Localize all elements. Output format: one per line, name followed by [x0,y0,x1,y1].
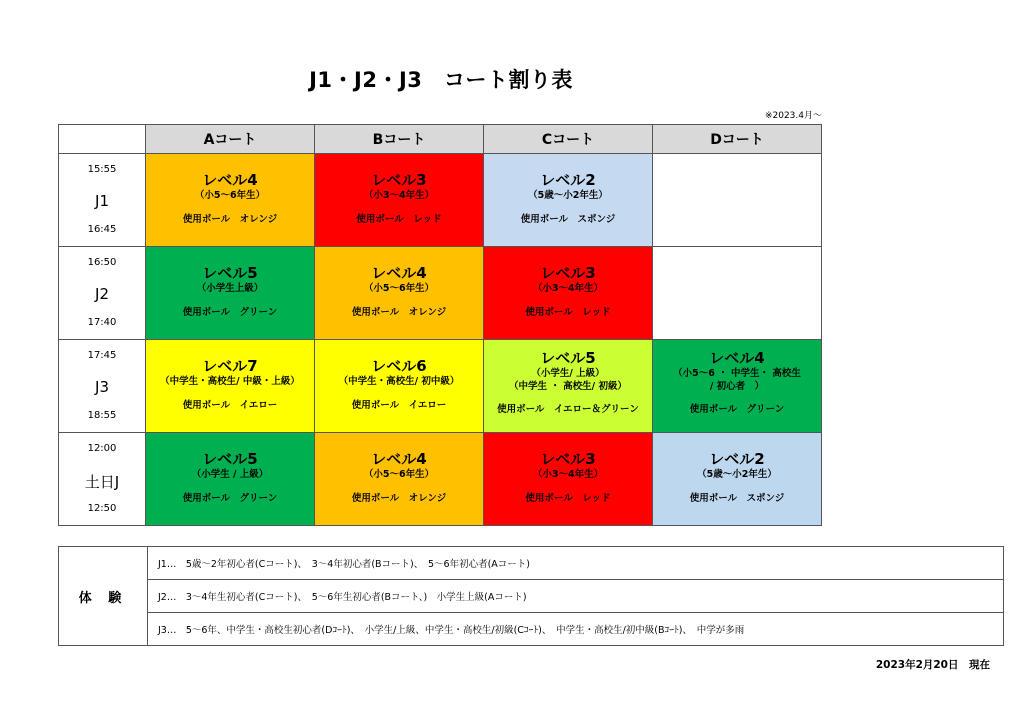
start-time: 12:00 [87,443,117,454]
header-row [59,125,822,154]
end-time: 12:50 [87,503,117,514]
level-label: レベル3 [540,450,596,468]
trial-line-j3: J3… 5～6年、中学生・高校生初心者(Dｺｰﾄ)、 小学生/上級、中学生・高校生/初級(Cｺｰﾄ)、 中学生・高校生/初中級(Bｺｰﾄ)、 中学が多雨 [148,613,1004,646]
page-title: J1・J2・J3 コート割り表 [309,68,573,92]
grade-label: （小学生上級） [196,283,264,294]
schedule-row-weekend [59,433,822,526]
court-cell [484,247,653,340]
trial-label: 体 験 [59,547,148,646]
grade-label: （小3～4年生） [532,469,604,480]
level-label: レベル5 [202,450,258,468]
period-note: ※2023.4月～ [764,111,822,121]
court-cell [653,433,822,526]
level-label: レベル6 [371,357,427,375]
court-cell [653,340,822,433]
schedule-row-j2 [59,247,822,340]
time-cell [59,433,146,526]
class-name: J1 [95,192,109,210]
ball-label: 使用ボール オレンジ [182,214,278,225]
grade-label: （小3～4年生） [532,283,604,294]
grade-label: （小学生/ 上級） （中学生 ・ 高校生/ 初級） [509,368,627,392]
court-cell-empty [653,154,822,247]
level-label: レベル2 [540,171,596,189]
level-label: レベル7 [202,357,258,375]
schedule-row-j3 [59,340,822,433]
ball-label: 使用ボール スポンジ [689,493,785,504]
level-label: レベル5 [540,349,596,367]
court-cell [484,340,653,433]
court-cell [315,433,484,526]
court-header-c: Cコート [484,125,653,154]
time-cell [59,340,146,433]
end-time: 17:40 [87,317,117,328]
trial-row [59,580,1004,613]
court-schedule-table [58,124,822,526]
grade-label: （小3～4年生） [363,190,435,201]
level-label: レベル3 [540,264,596,282]
as-of-date: 2023年2月20日 現在 [875,659,990,671]
start-time: 17:45 [87,350,117,361]
court-cell [146,247,315,340]
ball-label: 使用ボール グリーン [182,307,278,318]
schedule-row-j1 [59,154,822,247]
grade-label: （小5～6年生） [363,469,435,480]
court-header-d: Dコート [653,125,822,154]
ball-label: 使用ボール イエロー＆グリーン [497,404,639,415]
class-name: J3 [95,378,109,396]
start-time: 15:55 [87,164,117,175]
ball-label: 使用ボール レッド [525,493,611,504]
level-label: レベル4 [202,171,258,189]
trial-line-j2: J2… 3～4年生初心者(Cコート)、 5～6年生初心者(Bコート、) 小学生上級(Aコート) [148,580,1004,613]
end-time: 16:45 [87,224,117,235]
level-label: レベル3 [371,171,427,189]
level-label: レベル2 [709,450,765,468]
trial-row [59,547,1004,580]
ball-label: 使用ボール イエロー [351,400,447,411]
court-cell [146,433,315,526]
court-cell [146,340,315,433]
grade-label: （5歳～小2年生） [697,469,777,480]
level-label: レベル5 [202,264,258,282]
ball-label: 使用ボール イエロー [182,400,278,411]
court-header-a: Aコート [146,125,315,154]
time-cell [59,247,146,340]
court-cell-empty [653,247,822,340]
ball-label: 使用ボール オレンジ [351,493,447,504]
court-header-b: Bコート [315,125,484,154]
ball-label: 使用ボール レッド [525,307,611,318]
time-cell [59,154,146,247]
trial-lesson-table [58,546,1004,646]
grade-label: （小学生 / 上級） [191,469,269,480]
court-cell [484,433,653,526]
ball-label: 使用ボール オレンジ [351,307,447,318]
ball-label: 使用ボール レッド [356,214,442,225]
court-cell [484,154,653,247]
ball-label: 使用ボール グリーン [689,404,785,415]
grade-label: （小5～6年生） [194,190,266,201]
corner-cell [59,125,146,154]
ball-label: 使用ボール スポンジ [520,214,616,225]
grade-label: （中学生・高校生/ 中級・上級） [160,376,300,387]
trial-row [59,613,1004,646]
trial-line-j1: J1… 5歳～2年初心者(Cコート)、 3～4年初心者(Bコート)、 5～6年初心者(Aコート) [148,547,1004,580]
grade-label: （5歳～小2年生） [528,190,608,201]
level-label: レベル4 [371,264,427,282]
court-cell [315,154,484,247]
level-label: レベル4 [709,349,765,367]
level-label: レベル4 [371,450,427,468]
court-cell [146,154,315,247]
start-time: 16:50 [87,257,117,268]
grade-label: （小5～6年生） [363,283,435,294]
end-time: 18:55 [87,410,117,421]
class-name: 土日J [84,473,120,491]
ball-label: 使用ボール グリーン [182,493,278,504]
grade-label: （中学生・高校生/ 初中級） [338,376,460,387]
class-name: J2 [95,285,109,303]
court-cell [315,340,484,433]
court-cell [315,247,484,340]
grade-label: （小5～6 ・ 中学生・ 高校生 / 初心者 ） [673,368,801,392]
